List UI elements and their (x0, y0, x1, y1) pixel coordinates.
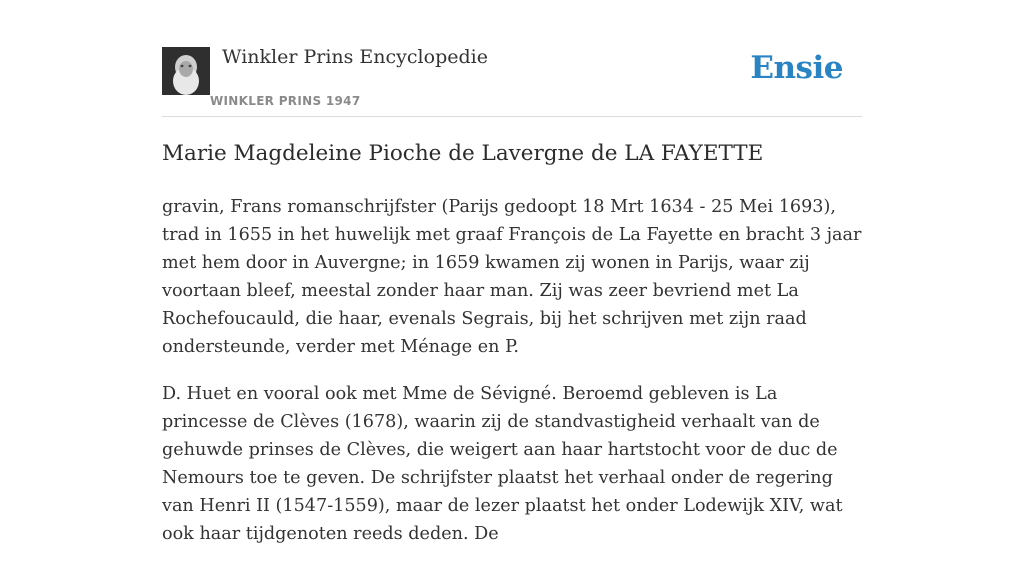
portrait-icon (162, 47, 210, 95)
page-container (162, 0, 862, 544)
source-avatar[interactable] (162, 47, 210, 95)
source-subtitle: WINKLER PRINS 1947 (210, 94, 361, 108)
source-header (162, 0, 862, 117)
article-body (162, 193, 862, 567)
article-title: Marie Magdeleine Pioche de Lavergne de LA FAYETTE (162, 141, 764, 166)
ensie-logo[interactable]: Ensie (750, 50, 843, 86)
source-title[interactable]: Winkler Prins Encyclopedie (222, 46, 488, 68)
article-paragraph-1: gravin, Frans romanschrijfster (Parijs gedoopt 18 Mrt 1634 - 25 Mei 1693), trad in 1655 in het huwelijk met graaf François de La Fayette en bracht 3 jaar met hem door in Auvergne; in 1659 kwamen zij wonen in Parijs, waar zij voortaan bleef, meestal zonder haar man. Zij was zeer bevriend met La Rochefoucauld, die haar, evenals Segrais, bij het schrijven met zijn raad ondersteunde, verder met Ménage en P. (162, 197, 862, 357)
article-paragraph-2: D. Huet en vooral ook met Mme de Sévigné. Beroemd gebleven is La princesse de Clèves (1678), waarin zij de standvastigheid verhaalt van de gehuwde prinses de Clèves, die weigert aan haar hartstocht voor de duc de Nemours toe te geven. De schrijfster plaatst het verhaal onder de regering van Henri II (1547-1559), maar de lezer plaatst het onder Lodewijk XIV, wat ook haar tijdgenoten reeds deden. De (162, 384, 843, 544)
